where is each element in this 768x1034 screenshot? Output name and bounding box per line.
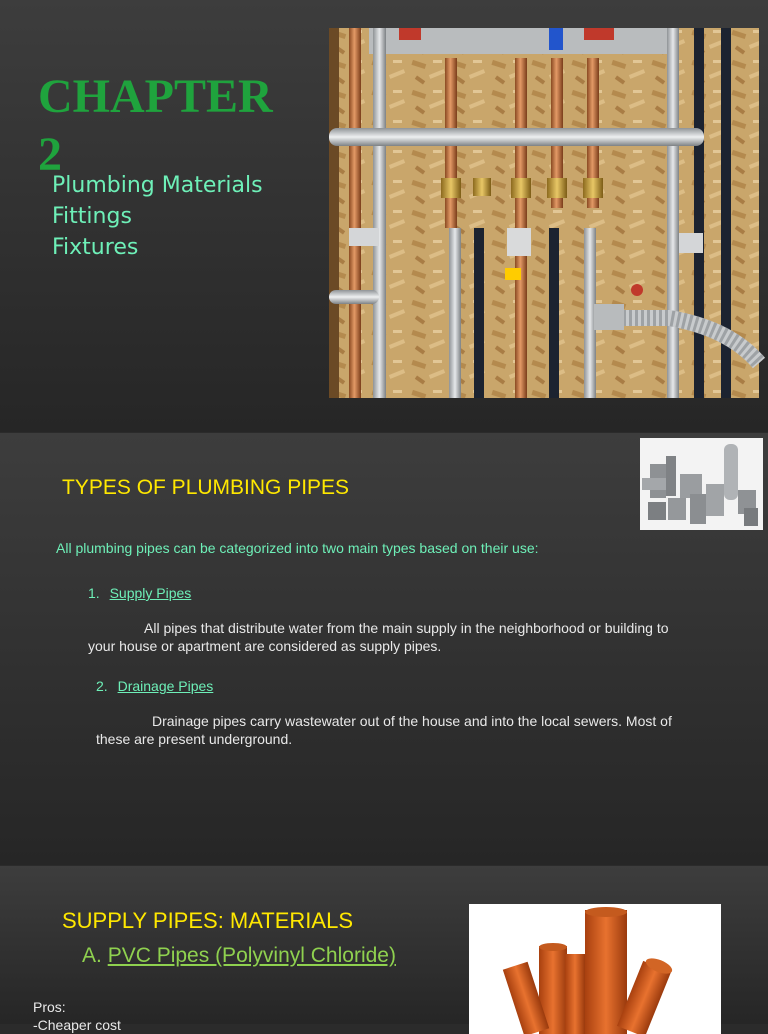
chapter-title: CHAPTER 2 — [38, 70, 273, 181]
chapter-topics — [52, 170, 263, 263]
slide-title: SUPPLY PIPES: MATERIALS — [62, 908, 353, 933]
pvc-subheading — [82, 944, 396, 968]
pros-item: -Cheaper cost — [33, 1017, 121, 1033]
drainage-pipes-link[interactable]: Drainage Pipes — [117, 678, 214, 694]
slide-title: TYPES OF PLUMBING PIPES — [62, 476, 350, 499]
subheading-prefix: A. — [82, 944, 102, 967]
item-number: 2. — [96, 678, 108, 694]
topic-fittings: Fittings — [52, 204, 132, 229]
orange-pvc-pipes-photo — [469, 904, 721, 1034]
pipes-manifold-photo — [329, 28, 759, 398]
slide-types-of-plumbing-pipes — [0, 433, 768, 865]
intro-text: All plumbing pipes can be categorized into two main types based on their use: — [56, 540, 539, 556]
list-item-supply-pipes — [88, 585, 191, 601]
supply-pipes-link[interactable]: Supply Pipes — [109, 585, 192, 601]
drainage-pipes-description: Drainage pipes carry wastewater out of the house and into the local sewers. Most of these are present underground. — [96, 713, 672, 747]
list-item-drainage-pipes — [96, 678, 213, 694]
pvc-fittings-photo — [640, 438, 763, 530]
supply-pipes-description: All pipes that distribute water from the main supply in the neighborhood or building to your house or apartment are considered as supply pipes. — [88, 620, 669, 654]
slide-supply-pipes-materials — [0, 866, 768, 1033]
pvc-pipes-link[interactable]: PVC Pipes (Polyvinyl Chloride) — [107, 944, 396, 967]
topic-plumbing-materials: Plumbing Materials — [52, 173, 263, 198]
item-number: 1. — [88, 585, 100, 601]
topic-fixtures: Fixtures — [52, 235, 139, 260]
slide-chapter-2 — [0, 0, 768, 432]
pros-label: Pros: — [33, 999, 66, 1015]
